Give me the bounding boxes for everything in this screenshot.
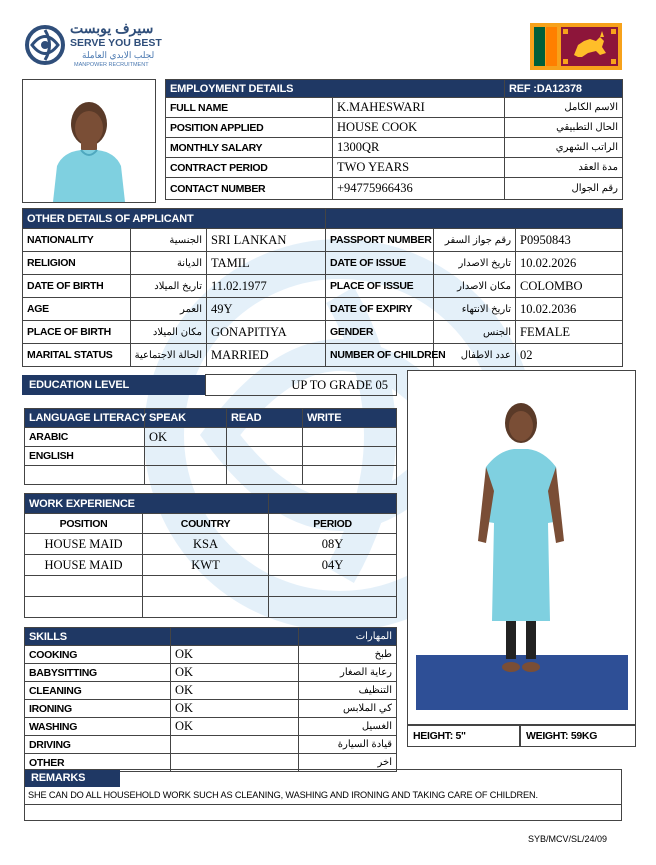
language-literacy-table [24, 408, 397, 485]
person-full-body-icon [408, 371, 635, 724]
company-name-ar: سيرف يوبست [70, 20, 154, 36]
nationality-label: NATIONALITY [23, 229, 131, 252]
skill-washing-value: OK [171, 718, 299, 736]
education-level-value: UP TO GRADE 05 [205, 374, 397, 396]
language-empty [25, 466, 145, 485]
remarks-header: REMARKS [24, 769, 120, 787]
position-applied-label: POSITION APPLIED [166, 118, 333, 138]
place-of-birth-label: PLACE OF BIRTH [23, 321, 131, 344]
monthly-salary-value: 1300QR [333, 138, 505, 158]
date-of-birth-ar: تاريخ الميلاد [131, 275, 207, 298]
skills-header-ar: المهارات [299, 628, 397, 646]
company-logo [24, 22, 174, 72]
language-english: ENGLISH [25, 447, 145, 466]
religion-label: RELIGION [23, 252, 131, 275]
contact-number-ar: رقم الجوال [505, 178, 623, 200]
language-empty [227, 466, 303, 485]
language-empty [145, 466, 227, 485]
gender-label: GENDER [326, 321, 434, 344]
sri-lanka-flag-icon [530, 23, 622, 70]
age-value: 49Y [207, 298, 326, 321]
company-subtitle-en: MANPOWER RECRUITMENT [74, 62, 149, 68]
skills-header-spacer [171, 628, 299, 646]
marital-status-label: MARITAL STATUS [23, 344, 131, 367]
skill-ironing-ar: كي الملابس [299, 700, 397, 718]
date-of-issue-ar: تاريخ الاصدار [434, 252, 516, 275]
full-name-ar: الاسم الكامل [505, 98, 623, 118]
passport-number-value: P0950843 [516, 229, 623, 252]
date-of-expiry-value: 10.02.2036 [516, 298, 623, 321]
work-empty [143, 597, 269, 618]
contact-number-label: CONTACT NUMBER [166, 178, 333, 200]
language-empty [303, 466, 397, 485]
skill-babysitting-value: OK [171, 664, 299, 682]
gender-ar: الجنس [434, 321, 516, 344]
person-portrait-icon [23, 80, 155, 202]
contract-period-label: CONTRACT PERIOD [166, 158, 333, 178]
gender-value: FEMALE [516, 321, 623, 344]
skill-cleaning-value: OK [171, 682, 299, 700]
skill-babysitting: BABYSITTING [25, 664, 171, 682]
passport-number-ar: رقم جواز السفر [434, 229, 516, 252]
work-period: 04Y [269, 555, 397, 576]
position-applied-value: HOUSE COOK [333, 118, 505, 138]
date-of-birth-value: 11.02.1977 [207, 275, 326, 298]
read-header: READ [227, 409, 303, 428]
nationality-value: SRI LANKAN [207, 229, 326, 252]
work-empty [25, 597, 143, 618]
english-read [227, 447, 303, 466]
religion-ar: الديانة [131, 252, 207, 275]
skill-babysitting-ar: رعاية الصغار [299, 664, 397, 682]
full-body-photo [407, 370, 636, 725]
work-empty [269, 576, 397, 597]
skills-table [24, 627, 397, 772]
date-of-expiry-label: DATE OF EXPIRY [326, 298, 434, 321]
position-column-header: POSITION [25, 514, 143, 534]
speak-header: SPEAK [145, 409, 227, 428]
skill-cleaning-ar: التنظيف [299, 682, 397, 700]
language-header: LANGUAGE LITERACY [25, 409, 145, 428]
age-ar: العمر [131, 298, 207, 321]
arabic-read [227, 428, 303, 447]
english-write [303, 447, 397, 466]
arabic-speak: OK [145, 428, 227, 447]
number-of-children-ar: عدد الاطفال [434, 344, 516, 367]
ref-number: REF :DA12378 [505, 80, 623, 98]
skill-other: OTHER [25, 754, 171, 772]
full-name-value: K.MAHESWARI [333, 98, 505, 118]
skill-driving: DRIVING [25, 736, 171, 754]
work-experience-header: WORK EXPERIENCE [25, 494, 269, 514]
work-position: HOUSE MAID [25, 555, 143, 576]
weight-value: WEIGHT: 59KG [520, 725, 636, 747]
work-country: KWT [143, 555, 269, 576]
portrait-photo [22, 79, 156, 203]
language-arabic: ARABIC [25, 428, 145, 447]
remarks-text: SHE CAN DO ALL HOUSEHOLD WORK SUCH AS CLEANING, WASHING AND IRONING AND TAKING CARE OF CHILDREN. [28, 790, 538, 800]
arabic-write [303, 428, 397, 447]
work-position: HOUSE MAID [25, 534, 143, 555]
skill-cleaning: CLEANING [25, 682, 171, 700]
skill-cooking-value: OK [171, 646, 299, 664]
date-of-expiry-ar: تاريخ الانتهاء [434, 298, 516, 321]
work-country: KSA [143, 534, 269, 555]
work-experience-header-spacer [269, 494, 397, 514]
other-details-header-spacer [326, 209, 623, 229]
marital-status-ar: الحالة الاجتماعية [131, 344, 207, 367]
passport-number-label: PASSPORT NUMBER [326, 229, 434, 252]
contract-period-value: TWO YEARS [333, 158, 505, 178]
contract-period-ar: مدة العقد [505, 158, 623, 178]
date-of-issue-label: DATE OF ISSUE [326, 252, 434, 275]
skill-cooking: COOKING [25, 646, 171, 664]
place-of-issue-ar: مكان الاصدار [434, 275, 516, 298]
number-of-children-label: NUMBER OF CHILDREN [326, 344, 434, 367]
place-of-issue-label: PLACE OF ISSUE [326, 275, 434, 298]
education-level-label: EDUCATION LEVEL [22, 375, 205, 395]
work-period: 08Y [269, 534, 397, 555]
height-value: HEIGHT: 5" [407, 725, 520, 747]
monthly-salary-ar: الراتب الشهري [505, 138, 623, 158]
country-column-header: COUNTRY [143, 514, 269, 534]
place-of-birth-ar: مكان الميلاد [131, 321, 207, 344]
full-name-label: FULL NAME [166, 98, 333, 118]
work-empty [269, 597, 397, 618]
other-details-table [22, 208, 623, 367]
date-of-birth-label: DATE OF BIRTH [23, 275, 131, 298]
english-speak [145, 447, 227, 466]
age-label: AGE [23, 298, 131, 321]
contact-number-value: +94775966436 [333, 178, 505, 200]
write-header: WRITE [303, 409, 397, 428]
number-of-children-value: 02 [516, 344, 623, 367]
date-of-issue-value: 10.02.2026 [516, 252, 623, 275]
skill-cooking-ar: طبخ [299, 646, 397, 664]
work-experience-table [24, 493, 397, 618]
skill-washing-ar: الغسيل [299, 718, 397, 736]
place-of-issue-value: COLOMBO [516, 275, 623, 298]
nationality-ar: الجنسية [131, 229, 207, 252]
employment-header: EMPLOYMENT DETAILS [166, 80, 505, 98]
place-of-birth-value: GONAPITIYA [207, 321, 326, 344]
remarks-divider [24, 804, 622, 805]
skill-ironing: IRONING [25, 700, 171, 718]
period-column-header: PERIOD [269, 514, 397, 534]
monthly-salary-label: MONTHLY SALARY [166, 138, 333, 158]
logo-emblem-icon [24, 22, 66, 68]
work-empty [143, 576, 269, 597]
document-code: SYB/MCV/SL/24/09 [528, 834, 608, 844]
other-details-header: OTHER DETAILS OF APPLICANT [23, 209, 326, 229]
skill-other-ar: اخر [299, 754, 397, 772]
skill-driving-ar: قيادة السيارة [299, 736, 397, 754]
skills-header: SKILLS [25, 628, 171, 646]
company-subtitle-ar: لجلب الايدي العاملة [82, 50, 155, 60]
marital-status-value: MARRIED [207, 344, 326, 367]
company-name-en: SERVE YOU BEST [70, 37, 162, 49]
employment-details-table [165, 79, 623, 200]
skill-washing: WASHING [25, 718, 171, 736]
religion-value: TAMIL [207, 252, 326, 275]
skill-driving-value [171, 736, 299, 754]
position-applied-ar: الحال التطبيقي [505, 118, 623, 138]
skill-ironing-value: OK [171, 700, 299, 718]
work-empty [25, 576, 143, 597]
